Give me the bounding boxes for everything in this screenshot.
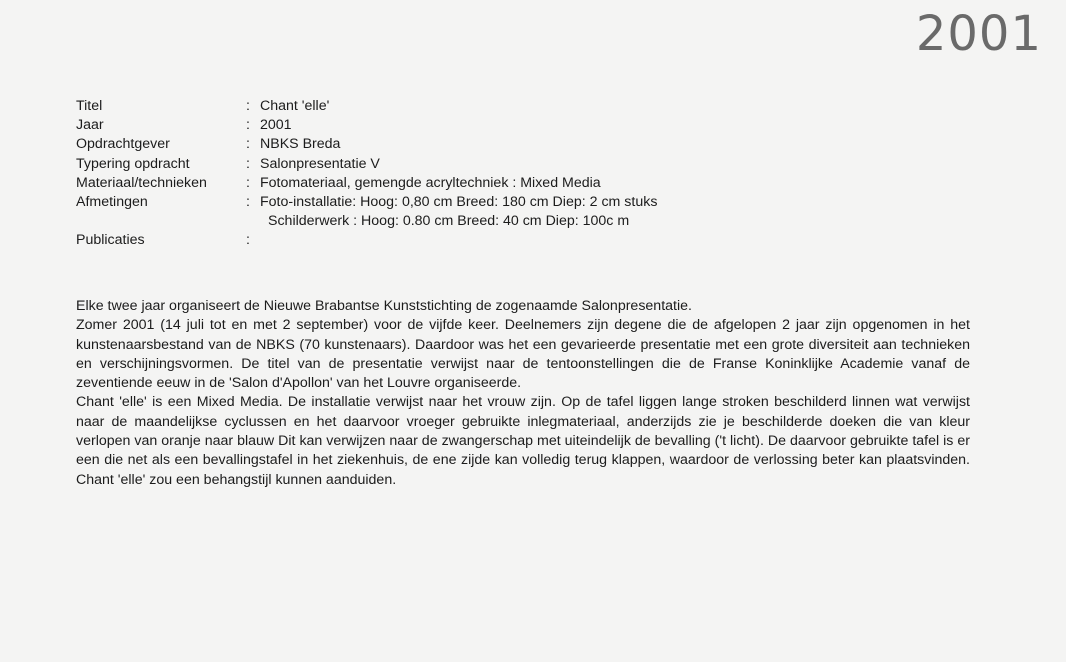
meta-row-publicaties <box>76 231 657 250</box>
meta-row-opdrachtgever <box>76 135 657 154</box>
paragraph-salon: Zomer 2001 (14 juli tot en met 2 september) voor de vijfde keer. Deelnemers zijn degene die de afgelopen 2 jaar zijn opgenomen in het kunstenaarsbestand van de NBKS (70 kunstenaars). Daardoor was het een gevarieerde presentatie met een grote diversiteit aan technieken en verschijningsvormen. De titel van de presentatie verwijst naar de tentoonstellingen die de Franse Koninklijke Academie vanaf de zeventiende eeuw in de 'Salon d'Apollon' van het Louvre organiseerde. <box>76 317 970 392</box>
meta-separator: : <box>246 232 250 249</box>
meta-value: Fotomateriaal, gemengde acryltechniek : Mixed Media <box>260 174 601 191</box>
meta-separator: : <box>246 98 250 114</box>
description-body <box>76 297 970 490</box>
meta-label: Typering opdracht <box>76 155 190 172</box>
meta-row-jaar <box>76 116 657 135</box>
meta-row-typering <box>76 155 657 174</box>
meta-label: Materiaal/technieken <box>76 174 207 191</box>
paragraph-intro: Elke twee jaar organiseert de Nieuwe Brabantse Kunststichting de zogenaamde Salonpresentatie. <box>76 298 692 314</box>
meta-value: Chant 'elle' <box>260 98 330 114</box>
meta-label: Opdrachtgever <box>76 136 170 153</box>
year-heading: 2001 <box>915 6 1042 62</box>
meta-value: Salonpresentatie V <box>260 155 380 172</box>
meta-separator: : <box>246 174 250 191</box>
meta-value: NBKS Breda <box>260 136 341 153</box>
meta-row-afmetingen <box>76 193 657 212</box>
meta-afmetingen-continued: Schilderwerk : Hoog: 0.80 cm Breed: 40 cm Diep: 100c m <box>268 213 630 230</box>
meta-separator: : <box>246 155 250 172</box>
meta-separator: : <box>246 136 250 153</box>
paragraph-chant-elle: Chant 'elle' is een Mixed Media. De installatie verwijst naar het vrouw zijn. Op de tafel liggen lange stroken beschilderd linnen wat verwijst naar de maandelijkse cyclussen en het daarvoor vroeger gebruikte inlegmateriaal, anderzijds zie je beschilderde doeken die van kleur verlopen van oranje naar blauw Dit kan verwijzen naar de zwangerschap met uiteindelijk de bevalling ('t licht). De daarvoor gebruikte tafel is er een die net als een bevallingstafel in het ziekenhuis, de ene zijde kan volledig terug klappen, waardoor de verlossing beter kan plaatsvinden. Chant 'elle' zou een behangstijl kunnen aanduiden. <box>76 394 970 488</box>
meta-label: Publicaties <box>76 232 145 249</box>
metadata-table <box>76 97 657 251</box>
meta-separator: : <box>246 117 250 134</box>
meta-value: 2001 <box>260 117 292 134</box>
meta-label: Afmetingen <box>76 194 148 211</box>
meta-label: Jaar <box>76 117 104 134</box>
meta-separator: : <box>246 194 250 211</box>
meta-value: Foto-installatie: Hoog: 0,80 cm Breed: 180 cm Diep: 2 cm stuks <box>260 194 658 211</box>
meta-label: Titel <box>76 98 103 114</box>
meta-row-titel <box>76 97 657 116</box>
meta-row-materiaal <box>76 174 657 193</box>
